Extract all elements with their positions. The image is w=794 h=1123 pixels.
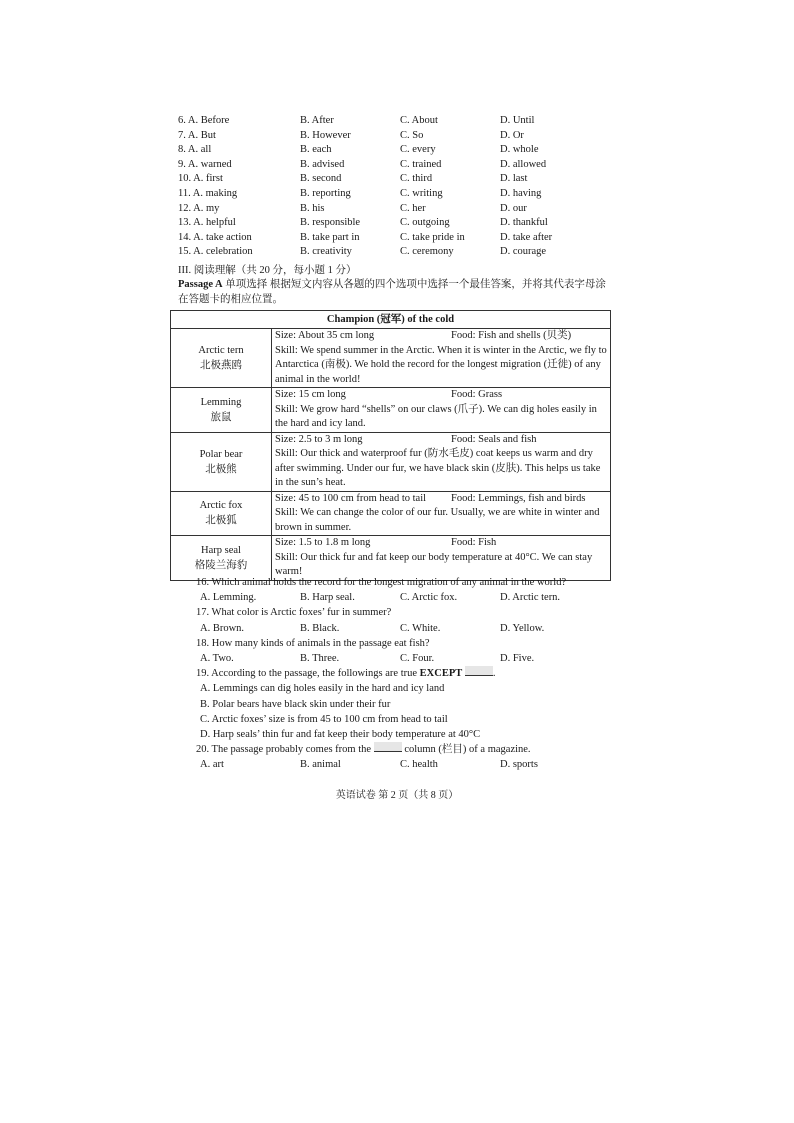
question-19-stem: 19. According to the passage, the followings are true EXCEPT . — [196, 668, 496, 680]
question-18-stem: 18. How many kinds of animals in the passage eat fish? — [196, 637, 430, 649]
question-17-stem: 17. What color is Arctic foxes’ fur in summer? — [196, 607, 392, 619]
option-row-7: 7. A. But B. However C. So D. Or — [178, 129, 524, 141]
option-row-14: 14. A. take action B. take part in C. take pride in D. take after — [178, 231, 553, 243]
animal-info-cell: Size: 45 to 100 cm from head to tail Food: Lemmings, fish and birds Skill: We can change the color of our fur. Usually, we are white in winter and brown in summer. — [272, 491, 611, 536]
animal-info-cell: Size: About 35 cm long Food: Fish and shells (贝类) Skill: We spend summer in the Arctic. When it is winter in the Arctic, we fly to Antarctica (南极). We hold the record for the longest migration (迁徙) of any animal in the world! — [272, 329, 611, 388]
animal-name-cell: Arctic fox 北极狐 — [171, 491, 272, 536]
animal-name-cell: Harp seal 格陵兰海豹 — [171, 536, 272, 581]
table-row — [171, 432, 611, 491]
option-row-11: 11. A. making B. reporting C. writing D. having — [178, 187, 542, 199]
animal-info-cell: Size: 1.5 to 1.8 m long Food: Fish Skill: Our thick fur and fat keep our body temperature at 40°C. We can stay warm! — [272, 536, 611, 581]
table-title: Champion (冠军) of the cold — [171, 311, 611, 329]
questions — [196, 575, 616, 773]
table-row — [171, 329, 611, 388]
question-18-choices: A. Two. B. Three. C. Four. D. Five. — [200, 653, 535, 665]
question-17-choices: A. Brown. B. Black. C. White. D. Yellow. — [200, 622, 545, 634]
option-row-10: 10. A. first B. second C. third D. last — [178, 173, 528, 185]
animal-table — [170, 310, 611, 581]
table-row — [171, 388, 611, 433]
animal-name-cell: Arctic tern 北极燕鸥 — [171, 329, 272, 388]
option-row-13: 13. A. helpful B. responsible C. outgoing D. thankful — [178, 217, 548, 229]
question-16-stem: 16. Which animal holds the record for the longest migration of any animal in the world? — [196, 577, 567, 588]
answer-blank — [374, 742, 402, 752]
passage-instruction: 单项选择 根据短文内容从各题的四个选项中选择一个最佳答案，并将其代表字母涂在答题卡的相应位置。 — [178, 279, 606, 305]
option-row-8: 8. A. all B. each C. every D. whole — [178, 144, 539, 156]
question-20-choices: A. art B. animal C. health D. sports — [200, 759, 538, 771]
question-19-choices: A. Lemmings can dig holes easily in the hard and icy land B. Polar bears have black skin under their fur C. Arctic foxes’ size is from 45 to 100 cm from head to tail D. Harp seals’ thin fur and fat keep their body temperature at 40°C — [200, 683, 481, 741]
answer-blank — [465, 666, 493, 676]
section-title: III. 阅读理解（共 20 分，每小题 1 分） — [178, 265, 357, 276]
option-row-9: 9. A. warned B. advised C. trained D. allowed — [178, 158, 547, 170]
animal-info-cell: Size: 15 cm long Food: Grass Skill: We grow hard “shells” on our claws (爪子). We can dig holes easily in the hard and icy land. — [272, 388, 611, 433]
question-16-choices: A. Lemming. B. Harp seal. C. Arctic fox. D. Arctic tern. — [200, 592, 561, 604]
table-row — [171, 536, 611, 581]
animal-name-cell: Polar bear 北极熊 — [171, 432, 272, 491]
animal-info-cell: Size: 2.5 to 3 m long Food: Seals and fish Skill: Our thick and waterproof fur (防水毛皮) coat keeps us warm and dry after swimming. Under our fur, we have black skin (皮肤). This helps us take in the sun’s heat. — [272, 432, 611, 491]
page-footer: 英语试卷 第 2 页（共 8 页） — [335, 790, 459, 801]
option-row-15: 15. A. celebration B. creativity C. ceremony D. courage — [178, 246, 547, 258]
cloze-options — [178, 114, 618, 260]
option-row-6: 6. A. Before B. After C. About D. Until — [178, 115, 535, 126]
animal-name-cell: Lemming 旅鼠 — [171, 388, 272, 433]
question-20-stem: 20. The passage probably comes from the column (栏目) of a magazine. — [196, 744, 531, 756]
table-row — [171, 491, 611, 536]
passage-intro — [178, 277, 608, 307]
passage-label: Passage A — [178, 279, 223, 290]
option-row-12: 12. A. my B. his C. her D. our — [178, 202, 527, 214]
